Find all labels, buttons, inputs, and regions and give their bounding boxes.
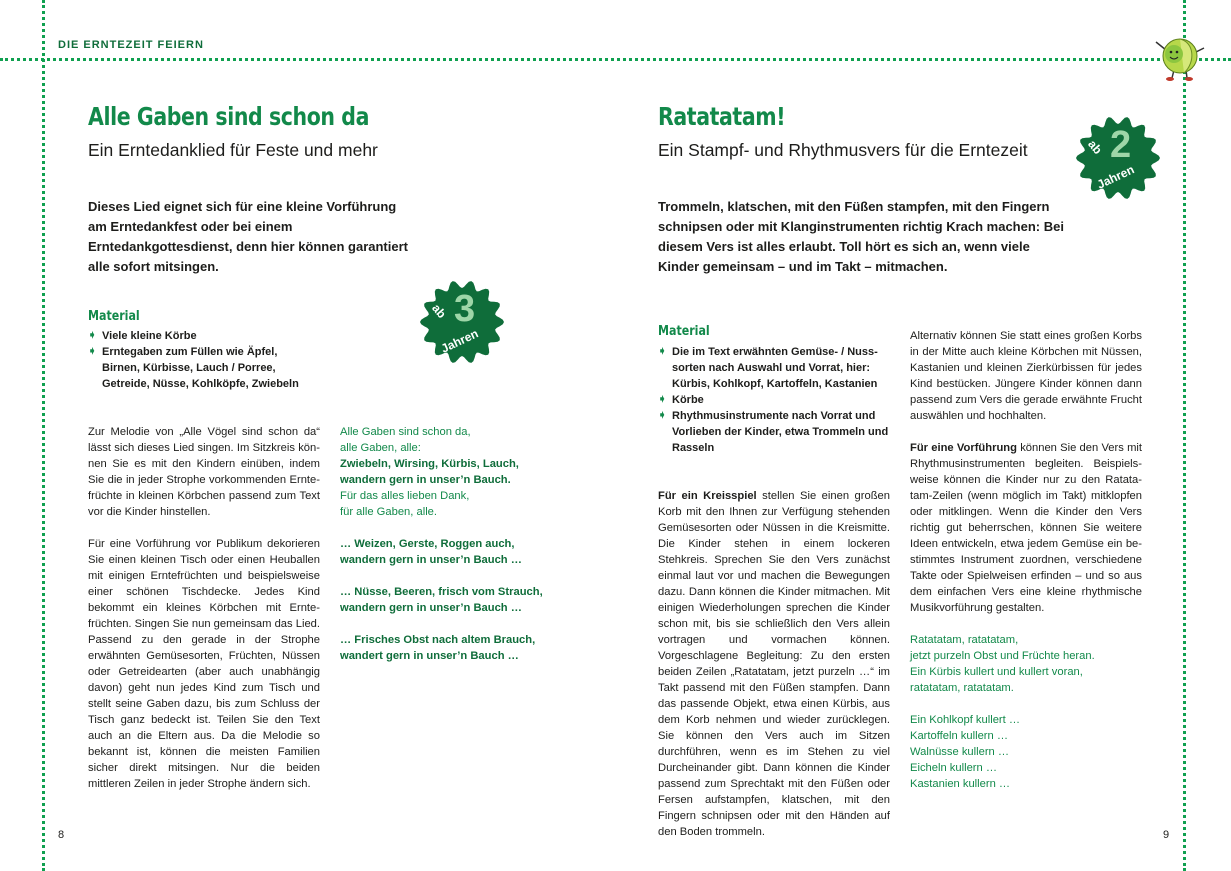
body-paragraph: Für eine Vorführung vor Publikum dekorieren Sie einen kleinen Tisch oder einen Heuballen mit einigen Erntefrüchten und beispielsweise einer schönen Tischdecke. Jedes Kind bekommt ein kleines Körbchen mit Erntefrüchten. Singen Sie nun gemeinsam das Lied. Passend zu den gerade in der Strophe erwähnten Gemüsesorten, Früchten, Nüssen oder Getreidearten (aber auch unabhängig davon) geht nun jedes Kind zum Tisch und stellt seine Gaben dazu, bis zum Schluss der Tisch ganz bedeckt ist. Teilen Sie den Text auch an die Eltern aus. Da die Melodie so bekannt ist, können die meisten Familien sicher direkt mitsingen. Nur die beiden mittleren Zeilen in jeder Strophe ändern sich. bbox=[88, 538, 320, 790]
badge-prefix: ab bbox=[1085, 137, 1105, 157]
verse-stanza bbox=[340, 632, 543, 664]
verse-line-text: … Frisches Obst nach altem Brauch, bbox=[340, 634, 536, 646]
left-material-heading: Material bbox=[88, 309, 140, 324]
page-number-right: 9 bbox=[1163, 829, 1170, 841]
right-material-heading: Material bbox=[658, 324, 710, 339]
verse-line-text: Kastanien kullern … bbox=[910, 778, 1011, 790]
right-column-text bbox=[910, 328, 1142, 632]
right-intro: Trommeln, klatschen, mit den Füßen stampfen, mit den Fingern schnipsen oder mit Klanginstrumenten richtig Krach machen: Bei diesem Vers ist alles erlaubt. Toll hört es sich an, wenn viele Kinder gemeinsam – und im Takt – mitmachen. bbox=[658, 199, 1064, 274]
badge-age: 2 bbox=[1110, 124, 1132, 166]
material-item-text: Rhythmusinstrumente nach Vorrat und Vorlieben der Kinder, etwa Trommeln und Rasseln bbox=[672, 410, 889, 454]
verse-line bbox=[340, 440, 543, 456]
verse-line bbox=[340, 600, 543, 616]
badge-unit: Jahren bbox=[1094, 162, 1137, 192]
verse-line bbox=[340, 456, 543, 472]
verse-line-text: Alle Gaben sind schon da, bbox=[340, 426, 471, 438]
ratatatam-verse bbox=[910, 632, 1095, 808]
alternativ-paragraph: Alternativ können Sie statt eines großen Korbs in der Mitte auch kleine Körbchen mit Nüssen, Kastanien und kleinen Zierkürbissen für jedes Kind bestücken. Jüngere Kinder können dann passend zum Vers die gerade erwähnte Frucht auswählen und hochhalten. bbox=[910, 330, 1142, 422]
verse-line-text: Zwiebeln, Wirsing, Kürbis, Lauch, bbox=[340, 458, 519, 470]
left-body-text bbox=[88, 424, 320, 808]
badge-age: 3 bbox=[454, 288, 476, 330]
right-page-subtitle: Ein Stampf- und Rhythmusvers für die Erntezeit bbox=[658, 140, 1028, 160]
badge-prefix: ab bbox=[429, 301, 449, 321]
verse-stanza bbox=[340, 536, 543, 568]
verse-line-text: wandern gern in unser’n Bauch … bbox=[340, 602, 522, 614]
kreisspiel-lead: Für ein Kreisspiel bbox=[658, 490, 757, 502]
cabbage-mascot-icon bbox=[1144, 22, 1216, 84]
arrow-bullet-icon: ➧ bbox=[88, 330, 97, 341]
page-number-left: 8 bbox=[58, 829, 65, 841]
verse-line bbox=[340, 536, 543, 552]
verse-line-text: ratatatam, ratatatam. bbox=[910, 682, 1014, 694]
left-material-list bbox=[88, 328, 318, 392]
dotted-rule-left bbox=[42, 0, 45, 871]
body-paragraph: Zur Melodie von „Alle Vögel sind schon da“ lässt sich dieses Lied singen. Im Sitzkreis können Sie es mit den Kindern einüben, indem Sie die in jeder Strophe vorkommenden Erntefrüchte in kleinen Körbchen passend zum Text vor die Kinder hinstellen. bbox=[88, 426, 320, 518]
verse-stanza bbox=[340, 584, 543, 616]
verse-line bbox=[910, 744, 1095, 760]
dotted-rule-horizontal bbox=[0, 58, 1231, 61]
material-item bbox=[658, 408, 890, 456]
material-item-text: Körbe bbox=[672, 394, 704, 406]
verse-line-text: Ein Kürbis kullert und kullert voran, bbox=[910, 666, 1083, 678]
verse-line-text: Kartoffeln kullern … bbox=[910, 730, 1009, 742]
arrow-bullet-icon: ➧ bbox=[88, 346, 97, 357]
verse-stanza bbox=[910, 632, 1095, 696]
left-page-subtitle: Ein Erntedanklied für Feste und mehr bbox=[88, 140, 378, 160]
material-item bbox=[88, 344, 318, 392]
arrow-bullet-icon: ➧ bbox=[658, 346, 667, 357]
dotted-rule-right bbox=[1183, 0, 1186, 871]
verse-line bbox=[910, 648, 1095, 664]
badge-unit: Jahren bbox=[438, 326, 481, 356]
verse-line bbox=[910, 712, 1095, 728]
material-item-text: Erntegaben zum Füllen wie Äpfel, Birnen, Kürbisse, Lauch / Porree, Getreide, Nüsse, Kohlköpfe, Zwiebeln bbox=[102, 346, 299, 390]
arrow-bullet-icon: ➧ bbox=[658, 410, 667, 421]
kreisspiel-body: stellen Sie einen großen Korb mit den Ihnen zur Verfügung stehenden Gemüsesorten oder Nüssen in die Kreismitte. Die Kinder stehen in einem lockeren Stehkreis. Sprechen Sie den Vers zunächst einmal laut vor und machen die Bewegungen dazu. Dann können die Kinder mitmachen. Mit einigen Wiederholungen sprechen die Kinder schon mit, bis sie schließlich den Vers allein vortragen und vormachen können. Vorgeschlagene Begleitung: Zu den ersten beiden Zeilen „Ratatatam, jetzt purzeln …“ im Takt passend mit den Füßen stampfen. Dann das passende Objekt, etwa einen Kürbis, aus dem Korb nehmen und wieder zurücklegen. Sie können den Vers auch im Sitzen durchführen, wenn es im Stehen zu viel Durcheinander gibt. Dann können die Kinder passend zum Sprechtakt mit den Füßen oder Fersen aufstampfen, klatschen, mit den Fingern schnipsen oder mit den Händen auf den Boden trommeln. bbox=[658, 490, 890, 838]
age-badge-right bbox=[1074, 114, 1162, 202]
verse-line-text: wandert gern in unser’n Bauch … bbox=[340, 650, 519, 662]
verse-line-text: Walnüsse kullern … bbox=[910, 746, 1010, 758]
arrow-bullet-icon: ➧ bbox=[658, 394, 667, 405]
running-head: DIE ERNTEZEIT FEIERN bbox=[58, 39, 204, 51]
material-item bbox=[658, 392, 890, 408]
material-item-text: Die im Text erwähnten Gemüse- / Nusssorten nach Auswahl und Vorrat, hier: Kürbis, Kohlkopf, Kartoffeln, Kastanien bbox=[672, 346, 878, 390]
verse-stanza bbox=[340, 424, 543, 520]
verse-line bbox=[910, 680, 1095, 696]
verse-line-text: alle Gaben, alle: bbox=[340, 442, 421, 454]
verse-line-text: jetzt purzeln Obst und Früchte heran. bbox=[910, 650, 1095, 662]
verse-line bbox=[340, 424, 543, 440]
verse-line bbox=[340, 584, 543, 600]
verse-line bbox=[340, 472, 543, 488]
left-page-title: Alle Gaben sind schon da bbox=[88, 102, 370, 131]
verse-line-text: Eicheln kullern … bbox=[910, 762, 998, 774]
age-badge-left bbox=[418, 278, 506, 366]
verse-line-text: wandern gern in unser’n Bauch. bbox=[340, 474, 511, 486]
verse-line bbox=[910, 776, 1095, 792]
verse-line bbox=[910, 664, 1095, 680]
verse-line-text: … Weizen, Gerste, Roggen auch, bbox=[340, 538, 515, 550]
verse-line-text: Ein Kohlkopf kullert … bbox=[910, 714, 1021, 726]
right-page-title: Ratatatam! bbox=[658, 102, 786, 131]
left-intro: Dieses Lied eignet sich für eine kleine Vorführung am Erntedankfest oder bei einem Erntedankgottesdienst, denn hier können garantiert alle sofort mitsingen. bbox=[88, 199, 408, 274]
verse-line-text: … Nüsse, Beeren, frisch vom Strauch, bbox=[340, 586, 543, 598]
kreisspiel-text bbox=[658, 488, 890, 856]
verse-line-text: für alle Gaben, alle. bbox=[340, 506, 438, 518]
verse-line bbox=[340, 504, 543, 520]
right-material-list bbox=[658, 344, 890, 456]
verse-line bbox=[910, 760, 1095, 776]
verse-line bbox=[340, 552, 543, 568]
verse-line bbox=[910, 632, 1095, 648]
verse-line-text: Ratatatam, ratatatam, bbox=[910, 634, 1019, 646]
left-song-lyrics bbox=[340, 424, 543, 680]
vorfuehrung-body: können Sie den Vers mit Rhythmusinstrumenten begleiten. Beispielsweise können die Kinder nur zu den Ratatatam-Zeilen (wenn möglich im Takt) mitklopfen oder mitklingen. Wenn die Kinder den Vers richtig gut beherrschen, können Sie weitere Ideen entwickeln, etwa jedem Gemüse ein bestimmtes Instrument zuordnen, verschiedene Takte oder Spielweisen erfinden – und so aus dem einfachen Vers eine kleine rhythmische Musikvorführung gestalten. bbox=[910, 442, 1142, 614]
verse-line-text: wandern gern in unser’n Bauch … bbox=[340, 554, 522, 566]
material-item-text: Viele kleine Körbe bbox=[102, 330, 197, 342]
verse-line bbox=[340, 632, 543, 648]
vorfuehrung-lead: Für eine Vorführung bbox=[910, 442, 1017, 454]
material-item bbox=[88, 328, 318, 344]
verse-line bbox=[910, 728, 1095, 744]
verse-line-text: Für das alles lieben Dank, bbox=[340, 490, 470, 502]
verse-stanza bbox=[910, 712, 1095, 792]
verse-line bbox=[340, 648, 543, 664]
verse-line bbox=[340, 488, 543, 504]
material-item bbox=[658, 344, 890, 392]
